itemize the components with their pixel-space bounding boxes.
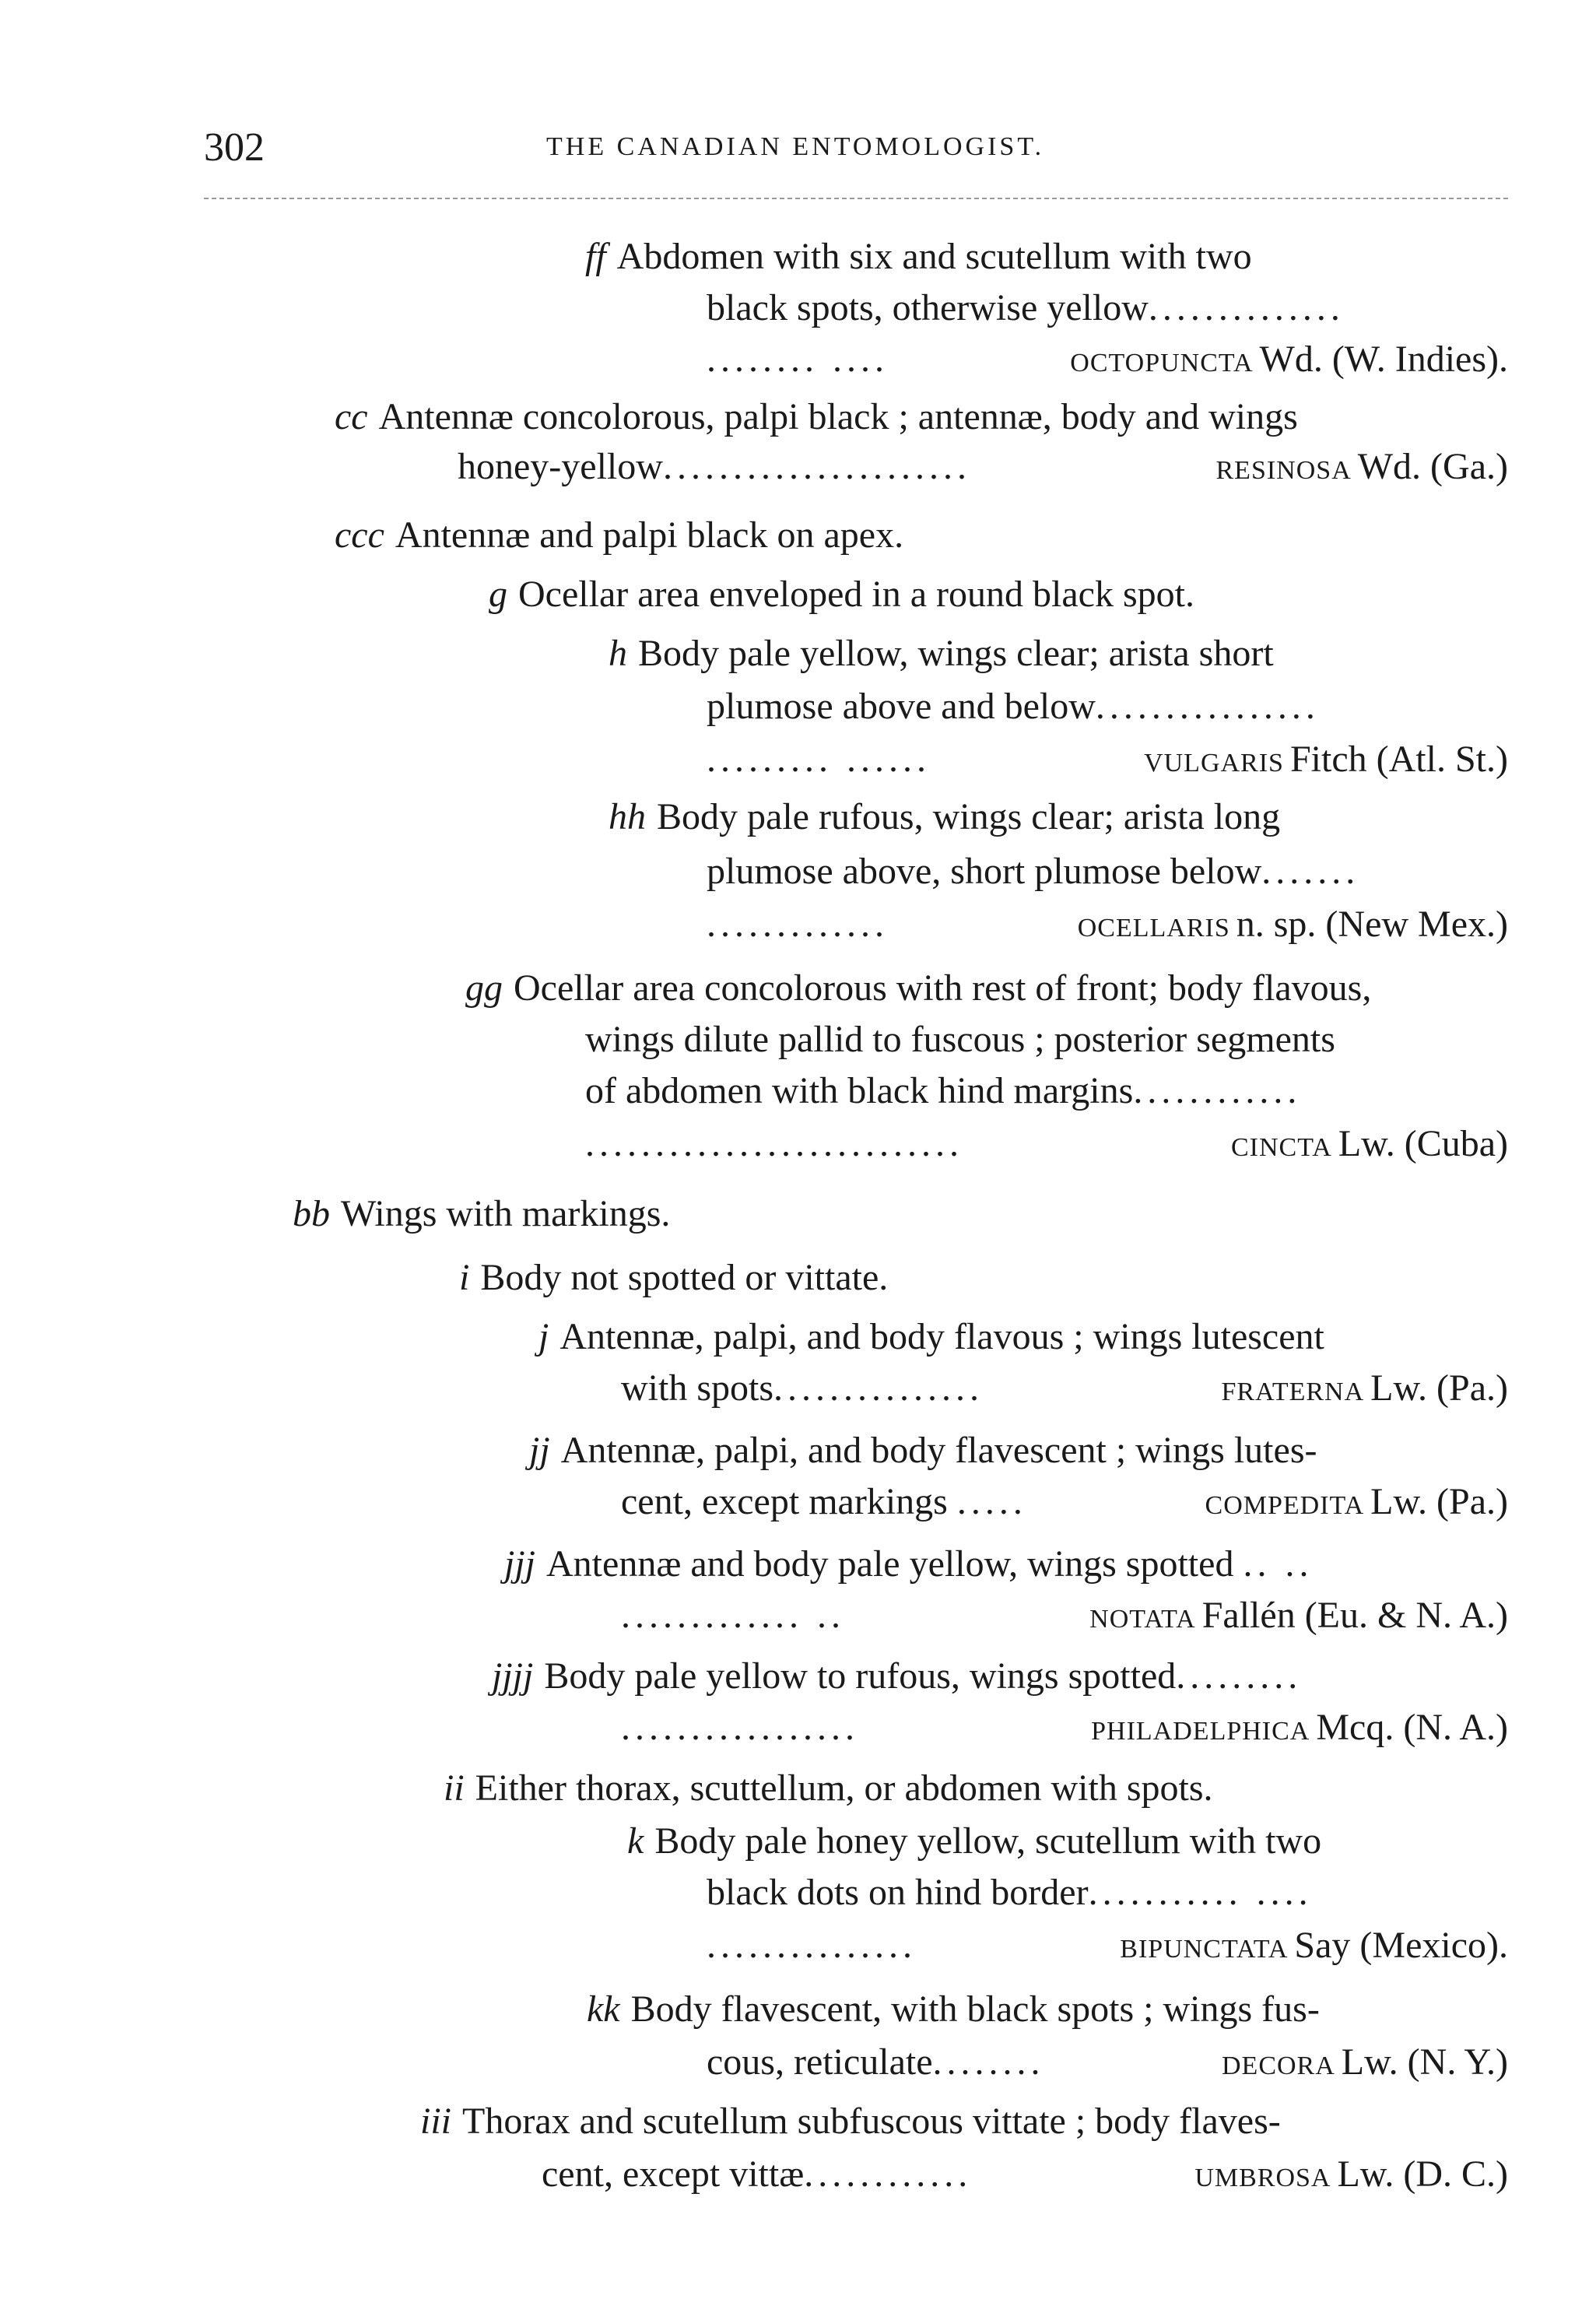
key-entry-i: [459, 1255, 1508, 1301]
couplet-mark: kk: [587, 1988, 620, 2030]
entry-text: Antennæ concolorous, palpi black ; antennæ, body and wings: [378, 396, 1298, 437]
couplet-mark: gg: [465, 967, 503, 1009]
couplet-mark: j: [538, 1316, 549, 1357]
species-name: decora: [1222, 2041, 1335, 2083]
key-entry-ff-line3: [707, 336, 1508, 383]
leader-dots: .........: [1176, 1655, 1303, 1697]
couplet-mark: jj: [529, 1430, 550, 1471]
couplet-mark: i: [459, 1257, 470, 1298]
species-name: notata: [1089, 1595, 1196, 1636]
entry-text: Antennæ, palpi, and body flavescent ; wings lutes-: [560, 1430, 1317, 1471]
entry-text: Abdomen with six and scutellum with two: [616, 236, 1252, 277]
entry-text: Body pale rufous, wings clear; arista long: [657, 796, 1281, 837]
leader-dots: ............. ..: [621, 1595, 845, 1636]
leader-dots: ........: [932, 2041, 1045, 2083]
key-entry-j-line2: [621, 1365, 1508, 1412]
species-authority: Wd. (W. Indies).: [1259, 339, 1508, 380]
species-authority: Lw. (N. Y.): [1341, 2041, 1508, 2083]
leader-dots: ........ ....: [707, 339, 889, 380]
couplet-mark: ccc: [335, 514, 384, 556]
species-name: compedita: [1205, 1481, 1365, 1522]
leader-dots: ........... ....: [1088, 1872, 1313, 1913]
header-rule: [204, 198, 1508, 199]
entry-text: Thorax and scutellum subfuscous vittate ; body flaves-: [462, 2101, 1281, 2142]
leader-dots: ...........................: [585, 1123, 963, 1164]
key-entry-iii-line2: [542, 2151, 1508, 2198]
species-name: fraterna: [1221, 1367, 1365, 1409]
key-entry-gg-line4: [585, 1121, 1508, 1167]
key-entry-cc-line1: [335, 394, 1508, 440]
leader-dots: ............: [804, 2153, 973, 2195]
leader-dots: ............: [1133, 1070, 1302, 1111]
species-authority: Lw. (Pa.): [1370, 1367, 1508, 1409]
entry-text: wings dilute pallid to fuscous ; posterior segments: [585, 1019, 1335, 1060]
page-number: 302: [204, 125, 265, 170]
entry-text: cent, except vittæ: [542, 2153, 805, 2195]
entry-text: Antennæ and body pale yellow, wings spotted: [546, 1543, 1234, 1585]
couplet-mark: jjjj: [492, 1655, 534, 1697]
key-entry-jj-line1: [529, 1427, 1508, 1474]
couplet-mark: g: [489, 574, 507, 615]
key-entry-hh-line2: [707, 848, 1508, 895]
species-authority: Wd. (Ga.): [1357, 446, 1508, 487]
entry-text: Body pale yellow, wings clear; arista short: [638, 633, 1274, 674]
species-authority: Mcq. (N. A.): [1316, 1707, 1508, 1748]
key-entry-k-line1: [627, 1818, 1508, 1865]
key-entry-h-line1: [609, 630, 1508, 677]
key-entry-hh-line3: [707, 901, 1508, 948]
species-name: vulgaris: [1144, 739, 1284, 780]
key-entry-jjjj-line1: [492, 1653, 1508, 1700]
leader-dots: ......... ......: [707, 739, 931, 780]
key-entry-gg-line3: [585, 1068, 1508, 1114]
couplet-mark: bb: [293, 1193, 330, 1234]
leader-dots: ................: [1095, 686, 1320, 727]
couplet-mark: h: [609, 633, 627, 674]
leader-dots: ...............: [773, 1367, 984, 1409]
key-entry-k-line2: [707, 1869, 1508, 1916]
entry-text: honey-yellow: [458, 446, 663, 487]
species-name: umbrosa: [1194, 2153, 1331, 2195]
couplet-mark: ii: [444, 1767, 465, 1809]
key-entry-jjjj-line2: [621, 1704, 1508, 1751]
entry-text: cent, except markings: [621, 1481, 948, 1522]
species-name: octopuncta: [1070, 339, 1254, 380]
species-name: philadelphica: [1091, 1707, 1310, 1748]
species-authority: Lw. (Cuba): [1338, 1123, 1508, 1164]
couplet-mark: jjj: [504, 1543, 536, 1585]
entry-text: Antennæ, palpi, and body flavous ; wings lutescent: [559, 1316, 1324, 1357]
entry-text: Body pale honey yellow, scutellum with two: [654, 1820, 1322, 1862]
key-entry-j-line1: [538, 1314, 1508, 1360]
couplet-mark: cc: [335, 396, 368, 437]
key-entry-jjj-line1: [504, 1541, 1508, 1588]
key-entry-ii: [444, 1765, 1508, 1812]
running-head: THE CANADIAN ENTOMOLOGIST.: [546, 132, 1045, 161]
entry-text: Antennæ and palpi black on apex.: [395, 514, 904, 556]
entry-text: black dots on hind border: [707, 1872, 1089, 1913]
leader-dots: ......................: [662, 446, 971, 487]
entry-text: with spots: [621, 1367, 774, 1409]
species-name: ocellaris: [1077, 904, 1230, 945]
key-entry-hh-line1: [609, 794, 1508, 841]
species-authority: Fitch (Atl. St.): [1289, 739, 1508, 780]
key-entry-ff-line1: [585, 233, 1508, 280]
key-entry-h-line2: [707, 683, 1508, 730]
entry-text: Body not spotted or vittate.: [480, 1257, 889, 1298]
entry-text: plumose above and below: [707, 686, 1096, 727]
couplet-mark: iii: [420, 2101, 452, 2142]
key-entry-bb: [293, 1191, 1508, 1237]
key-entry-ccc: [335, 512, 1508, 559]
key-entry-jjj-line2: [621, 1592, 1508, 1639]
species-name: resinosa: [1215, 446, 1352, 487]
leader-dots: .................: [621, 1707, 859, 1748]
entry-text: black spots, otherwise yellow: [707, 287, 1149, 328]
leader-dots: .....: [956, 1481, 1027, 1522]
species-authority: Lw. (D. C.): [1337, 2153, 1508, 2195]
key-entry-jj-line2: [621, 1479, 1508, 1525]
entry-text: of abdomen with black hind margins: [585, 1070, 1134, 1111]
entry-text: Wings with markings.: [341, 1193, 671, 1234]
species-authority: Lw. (Pa.): [1370, 1481, 1508, 1522]
entry-text: Body pale yellow to rufous, wings spotted: [544, 1655, 1177, 1697]
key-entry-cc-line2: [458, 444, 1508, 490]
page-header: [204, 125, 1508, 171]
leader-dots: ...............: [707, 1925, 917, 1966]
entry-text: plumose above, short plumose below: [707, 851, 1262, 892]
key-entry-gg-line2: [585, 1016, 1508, 1063]
leader-dots: .............: [707, 904, 889, 945]
key-entry-h-line3: [707, 736, 1508, 783]
key-entry-gg-line1: [465, 965, 1508, 1012]
species-authority: Say (Mexico).: [1294, 1925, 1508, 1966]
entry-text: Body flavescent, with black spots ; wings fus-: [630, 1988, 1320, 2030]
leader-dots: .. ..: [1243, 1543, 1314, 1585]
key-entry-kk-line2: [707, 2039, 1508, 2086]
species-name: cincta: [1231, 1123, 1332, 1164]
key-entry-iii-line1: [420, 2098, 1508, 2145]
key-entry-g: [489, 571, 1508, 618]
couplet-mark: ff: [585, 236, 606, 277]
entry-text: Ocellar area concolorous with rest of front; body flavous,: [514, 967, 1372, 1009]
entry-text: Ocellar area enveloped in a round black spot.: [518, 574, 1194, 615]
leader-dots: ..............: [1148, 287, 1345, 328]
species-authority: Fallén (Eu. & N. A.): [1201, 1595, 1508, 1636]
couplet-mark: hh: [609, 796, 646, 837]
species-authority: n. sp. (New Mex.): [1236, 904, 1508, 945]
key-entry-kk-line1: [587, 1986, 1508, 2033]
leader-dots: .......: [1261, 851, 1360, 892]
entry-text: cous, reticulate: [707, 2041, 933, 2083]
couplet-mark: k: [627, 1820, 644, 1862]
key-entry-k-line3: [707, 1922, 1508, 1969]
entry-text: Either thorax, scuttellum, or abdomen with spots.: [475, 1767, 1213, 1809]
key-entry-ff-line2: [707, 285, 1508, 332]
species-name: bipunctata: [1120, 1925, 1289, 1966]
